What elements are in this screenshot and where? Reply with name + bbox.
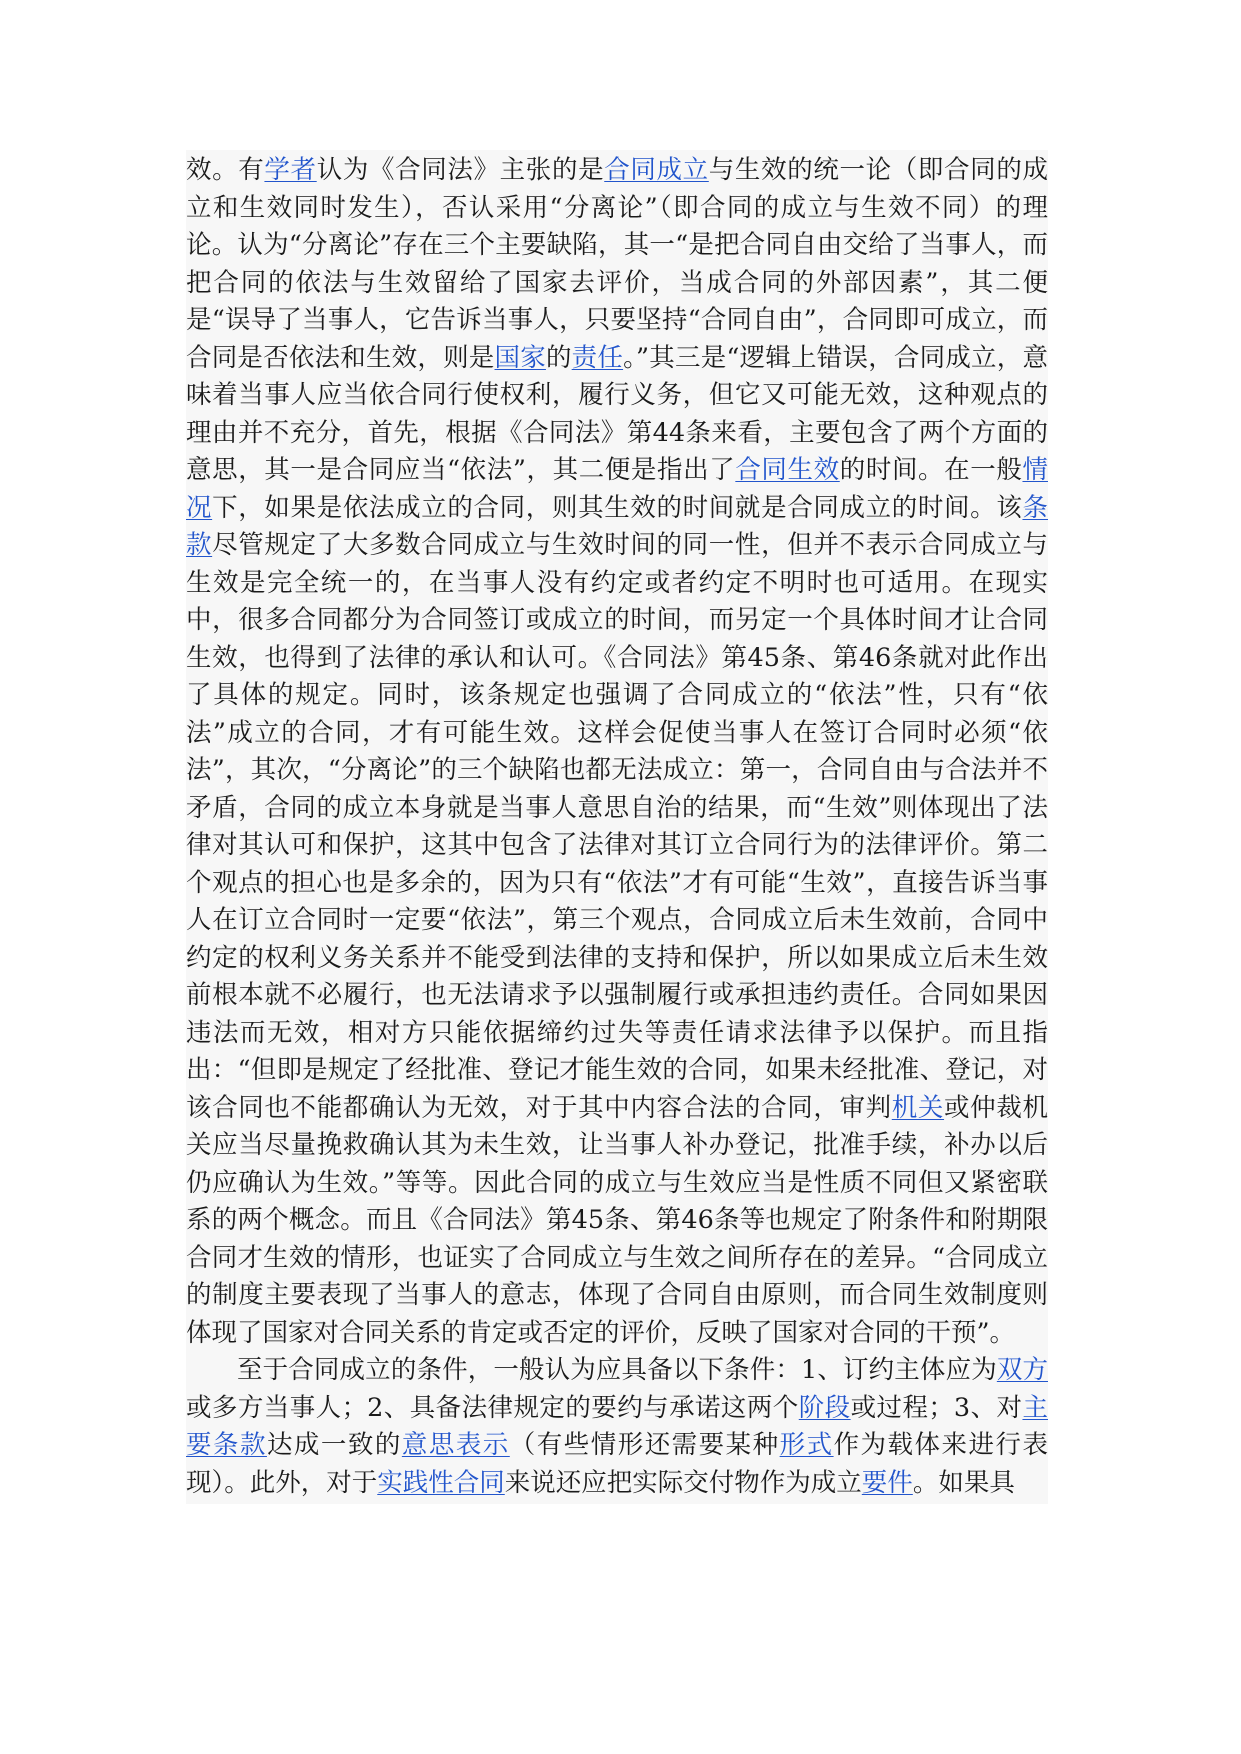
inline-link[interactable]: 国家 (494, 342, 546, 373)
text-run: 。如果具 (912, 1467, 1015, 1498)
text-run: 。”其三是“逻辑上错误，合同成立，意味着当事人应当依合同行使权利，履行义务，但它又可能无效，这种观点的理由并不充分，首先，根据《合同法》第44条来看，主要包含了两个方面的意思，其一是合同应当“依法”，其二便是指出了 (186, 342, 1048, 485)
text-run: 的时间。在一般 (839, 455, 1023, 485)
inline-link[interactable]: 机关 (891, 1092, 945, 1123)
text-run: 或多方当事人；2、具备法律规定的要约与承诺这两个 (186, 1392, 799, 1423)
inline-link[interactable]: 要件 (861, 1467, 913, 1498)
text-run: 与生效的统一论（即合同的成立和生效同时发生），否认采用“分离论”（即合同的成立与生效不同）的理论。认为“分离论”存在三个主要缺陷，其一“是把合同自由交给了当事人，而把合同的依法与生效留给了国家去评价，当成合同的外部因素”，其二便是“误导了当事人，它告诉当事人，只要坚持“合同自由”，合同即可成立，而合同是否依法和生效，则是 (186, 155, 1048, 373)
text-run: 作为载体来进行表现）。此外，对于 (186, 1430, 1048, 1498)
article-body (186, 150, 1048, 1504)
inline-link[interactable]: 合同成立 (604, 155, 709, 185)
paragraph (186, 1352, 1048, 1502)
inline-link[interactable]: 主要条款 (186, 1392, 1048, 1460)
inline-link[interactable]: 合同生效 (735, 455, 840, 485)
text-run: 达成一致的 (266, 1430, 402, 1460)
text-run: （有些情形还需要某种 (509, 1430, 780, 1460)
inline-link[interactable]: 情况 (186, 455, 1048, 523)
text-run: 下，如果是依法成立的合同，则其生效的时间就是合同成立的时间。该 (212, 492, 1023, 523)
text-run: 尽管规定了大多数合同成立与生效时间的同一性，但并不表示合同成立与生效是完全统一的，在当事人没有约定或者约定不明时也可适用。在现实中，很多合同都分为合同签订或成立的时间，而另定一个具体时间才让合同生效，也得到了法律的承认和认可。《合同法》第45条、第46条就对此作出了具体的规定。同时，该条规定也强调了合同成立的“依法”性，只有“依法”成立的合同，才有可能生效。这样会促使当事人在签订合同时必须“依法”，其次，“分离论”的三个缺陷也都无法成立：第一，合同自由与合法并不矛盾，合同的成立本身就是当事人意思自治的结果，而“生效”则体现出了法律对其认可和保护，这其中包含了法律对其订立合同行为的法律评价。第二个观点的担心也是多余的，因为只有“依法”才有可能“生效”，直接告诉当事人在订立合同时一定要“依法”，第三个观点，合同成立后未生效前，合同中约定的权利义务关系并不能受到法律的支持和保护，所以如果成立后未生效前根本就不必履行，也无法请求予以强制履行或承担违约责任。合同如果因违法而无效，相对方只能依据缔约过失等责任请求法律予以保护。而且指出：“但即是规定了经批准、登记才能生效的合同，如果未经批准、登记，对该合同也不能都确认为无效，对于其中内容合法的合同，审判 (186, 530, 1048, 1123)
text-run: 或仲裁机关应当尽量挽救确认其为未生效，让当事人补办登记，批准手续，补办以后仍应确认为生效。”等等。因此合同的成立与生效应当是性质不同但又紧密联系的两个概念。而且《合同法》第45条、第46条等也规定了附条件和附期限合同才生效的情形，也证实了合同成立与生效之间所存在的差异。“合同成立的制度主要表现了当事人的意志，体现了合同自由原则，而合同生效制度则体现了国家对合同关系的肯定或否定的评价，反映了国家对合同的干预”。 (186, 1092, 1048, 1348)
paragraph (186, 152, 1048, 1352)
inline-link[interactable]: 责任 (571, 342, 624, 373)
inline-link[interactable]: 意思表示 (401, 1430, 510, 1460)
inline-link[interactable]: 学者 (264, 155, 317, 185)
inline-link[interactable]: 双方 (996, 1355, 1048, 1385)
text-run: 的 (545, 342, 572, 373)
inline-link[interactable]: 形式 (779, 1430, 834, 1460)
inline-link[interactable]: 实践性合同 (377, 1467, 505, 1498)
inline-link[interactable]: 条款 (186, 492, 1048, 560)
text-run: 效。有 (186, 155, 265, 185)
text-run: 认为《合同法》主张的是 (316, 155, 605, 185)
text-run: 至于合同成立的条件，一般认为应具备以下条件：1、订约主体应为 (237, 1355, 997, 1385)
inline-link[interactable]: 阶段 (798, 1392, 851, 1423)
text-run: 或过程；3、对 (850, 1392, 1023, 1423)
text-run: 来说还应把实际交付物作为成立 (504, 1467, 862, 1498)
